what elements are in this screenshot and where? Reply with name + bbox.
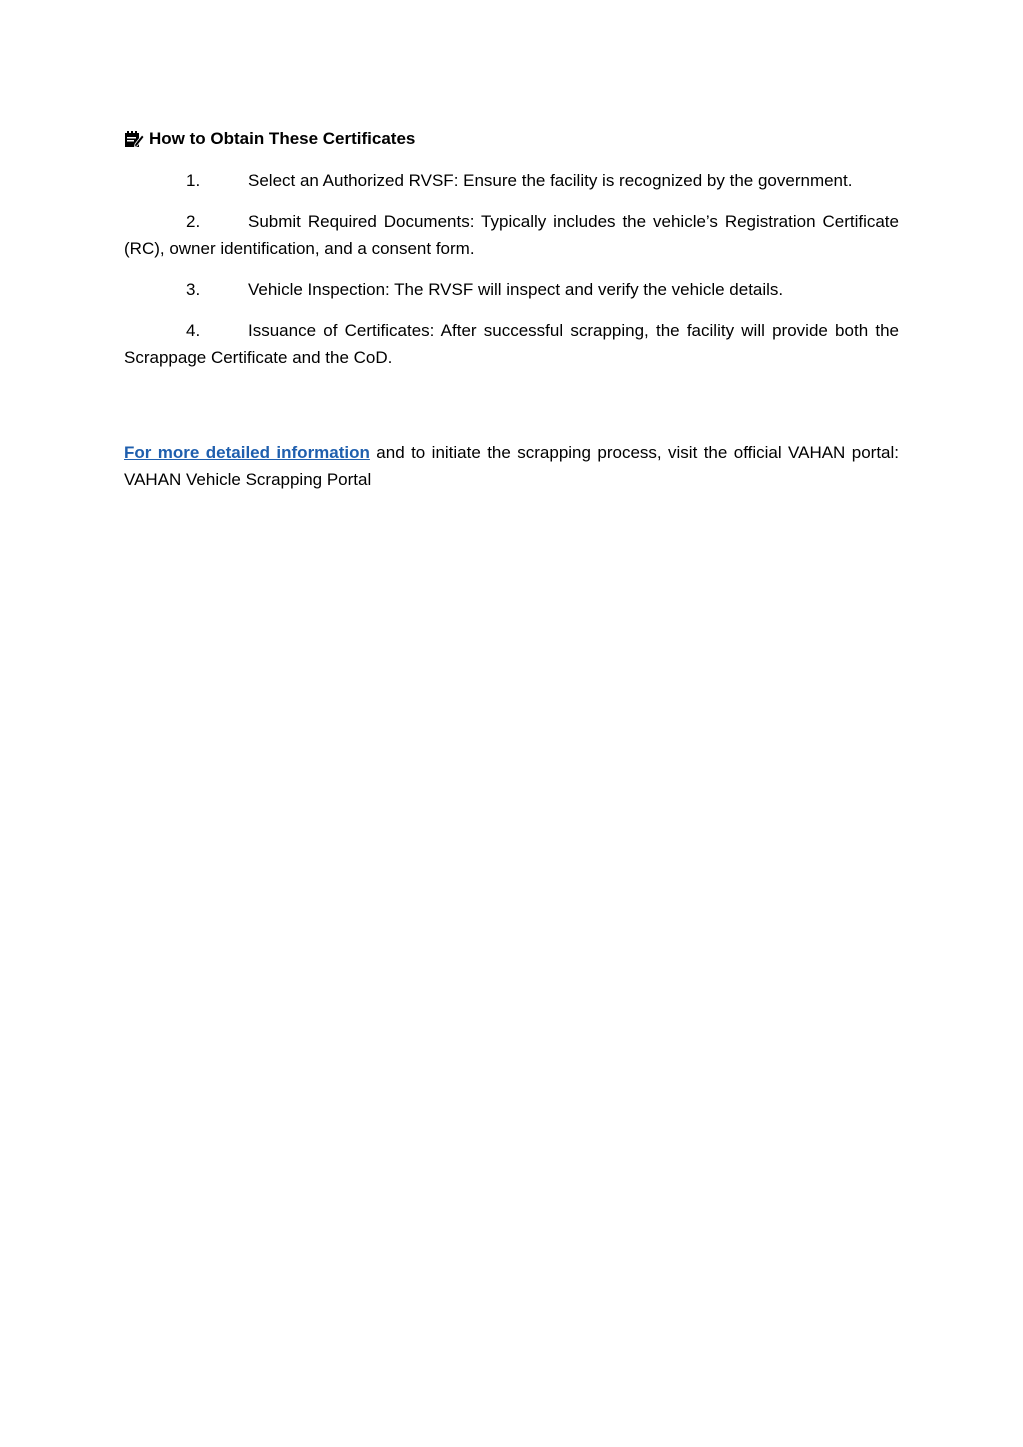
more-info-link[interactable]: For more detailed information <box>124 443 370 462</box>
list-item <box>124 276 899 303</box>
document-page <box>124 126 899 493</box>
list-item-text: Select an Authorized RVSF: Ensure the facility is recognized by the government. <box>248 171 853 190</box>
memo-pencil-icon <box>124 129 144 149</box>
list-item-number: 2. <box>186 212 201 231</box>
list-item-number: 3. <box>186 280 201 299</box>
list-item-text: Vehicle Inspection: The RVSF will inspect and verify the vehicle details. <box>248 280 784 299</box>
list-item <box>124 167 899 194</box>
footer-text: and to initiate the scrapping process, visit the official VAHAN portal: VAHAN Vehicle Scrapping Portal <box>124 443 899 489</box>
list-item <box>124 317 899 371</box>
section-title: How to Obtain These Certificates <box>149 129 416 148</box>
section-heading <box>124 126 899 152</box>
list-item <box>124 208 899 262</box>
list-item-number: 4. <box>186 321 201 340</box>
spacer <box>124 385 899 439</box>
list-item-number: 1. <box>186 171 201 190</box>
footer-paragraph <box>124 439 899 493</box>
list-item-text: Issuance of Certificates: After successful scrapping, the facility will provide both the Scrappage Certificate and the CoD. <box>124 321 899 367</box>
list-item-text: Submit Required Documents: Typically includes the vehicle’s Registration Certificate (RC), owner identification, and a consent form. <box>124 212 899 258</box>
